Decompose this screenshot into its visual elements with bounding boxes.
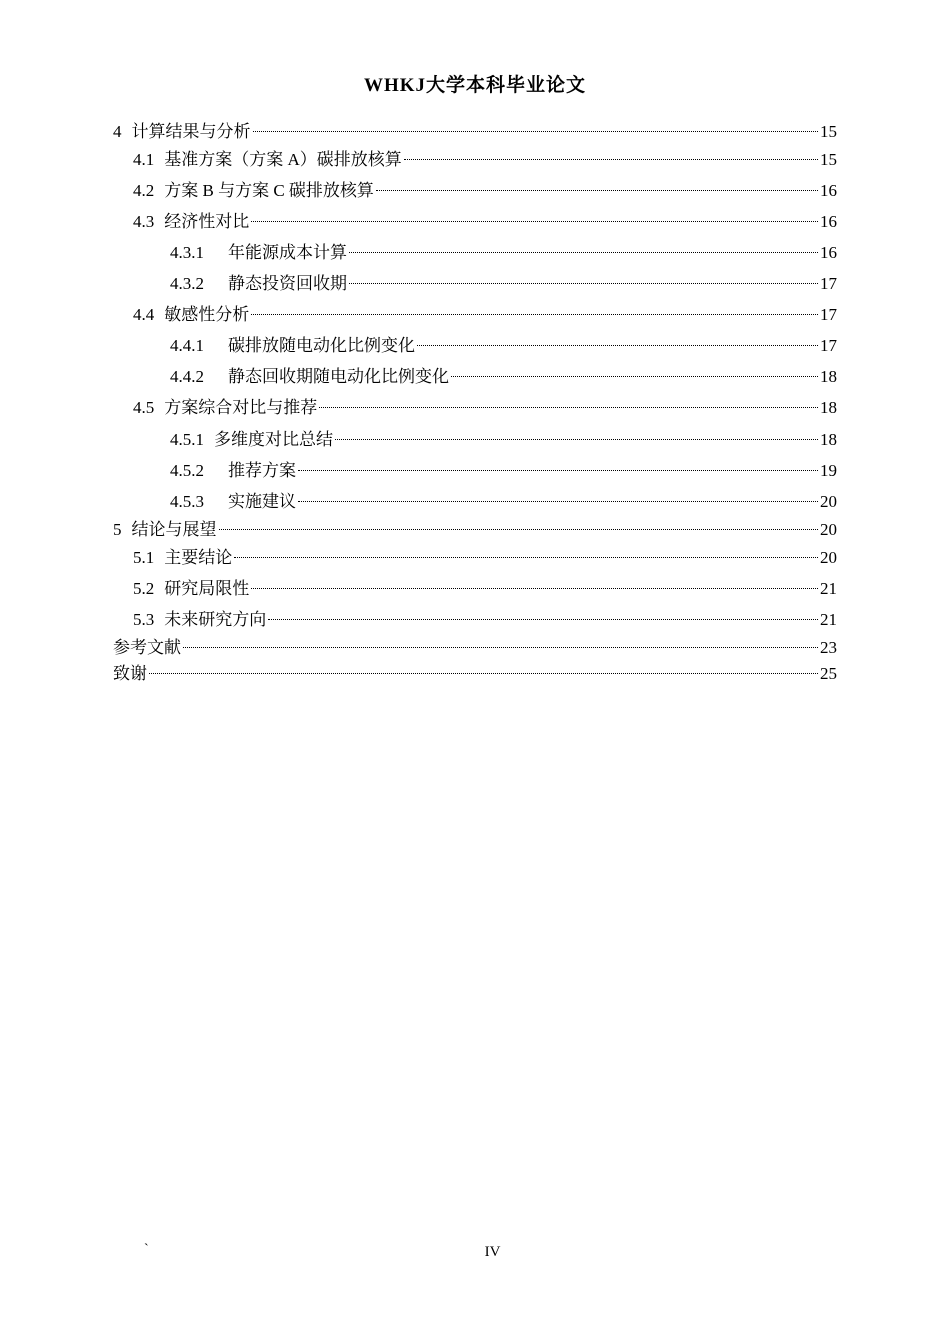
- toc-dot-leader: [234, 541, 818, 563]
- toc-entry-title: 计算结果与分析: [131, 122, 251, 141]
- toc-entry[interactable]: [170, 236, 837, 262]
- toc-dot-leader: [417, 329, 818, 351]
- toc-dot-leader: [268, 603, 818, 625]
- toc-entry-title: 主要结论: [164, 548, 233, 567]
- toc-dot-leader: [251, 572, 818, 594]
- toc-entry-title: 多维度对比总结: [214, 430, 333, 449]
- toc-entry[interactable]: [113, 631, 837, 657]
- header-title: WHKJ大学本科毕业论文: [363, 75, 587, 96]
- toc-entry-page: 18: [820, 367, 837, 386]
- toc-entry-page: 19: [820, 461, 837, 480]
- toc-dot-leader: [183, 631, 818, 653]
- toc-entry[interactable]: [133, 391, 837, 417]
- toc-entry[interactable]: [170, 360, 837, 386]
- toc-entry-page: 20: [820, 492, 837, 511]
- toc-entry[interactable]: [113, 513, 837, 539]
- toc-dot-leader: [335, 423, 818, 445]
- toc-entry-number: 4: [113, 122, 122, 141]
- toc-entry-page: 17: [820, 274, 837, 293]
- toc-entry-page: 16: [820, 212, 837, 231]
- toc-entry[interactable]: [133, 205, 837, 231]
- toc-dot-leader: [253, 115, 819, 137]
- toc-entry-page: 17: [820, 305, 837, 324]
- toc-entry-title: 研究局限性: [164, 579, 250, 598]
- toc-entry-title: 基准方案（方案 A）碳排放核算: [164, 150, 402, 169]
- footer-mark: `: [144, 1242, 149, 1257]
- toc-entry-number: 4.5.1: [170, 430, 204, 449]
- toc-dot-leader: [251, 205, 818, 227]
- toc-entry[interactable]: [170, 485, 837, 511]
- toc-entry-title: 方案综合对比与推荐: [164, 398, 318, 417]
- toc-entry-title: 结论与展望: [131, 520, 217, 539]
- toc-entry-number: 4.2: [133, 181, 155, 200]
- toc-entry-number: 4.3.2: [170, 274, 204, 293]
- toc-entry-page: 20: [820, 548, 837, 567]
- toc-entry-page: 15: [820, 122, 837, 141]
- toc-entry-title: 碳排放随电动化比例变化: [228, 336, 415, 355]
- toc-entry-title: 静态回收期随电动化比例变化: [228, 367, 449, 386]
- toc-entry-title: 方案 B 与方案 C 碳排放核算: [164, 181, 374, 200]
- toc-entry-number: 5.1: [133, 548, 155, 567]
- toc-entry[interactable]: [170, 329, 837, 355]
- toc-entry-page: 15: [820, 150, 837, 169]
- toc-entry-number: 4.1: [133, 150, 155, 169]
- toc-dot-leader: [349, 267, 818, 289]
- toc-dot-leader: [451, 360, 818, 382]
- toc-entry-page: 21: [820, 579, 837, 598]
- toc-dot-leader: [298, 454, 818, 476]
- toc-entry-number: 4.4.2: [170, 367, 204, 386]
- toc-entry-title: 年能源成本计算: [228, 243, 347, 262]
- toc-entry[interactable]: [133, 143, 837, 169]
- toc-entry-number: 4.4: [133, 305, 155, 324]
- toc-entry-title: 经济性对比: [164, 212, 250, 231]
- toc-entry[interactable]: [133, 174, 837, 200]
- toc-entry-page: 17: [820, 336, 837, 355]
- toc-entry-number: 4.4.1: [170, 336, 204, 355]
- toc-entry-number: 4.5.2: [170, 461, 204, 480]
- toc-entry-page: 16: [820, 243, 837, 262]
- toc-dot-leader: [349, 236, 818, 258]
- toc-entry[interactable]: [133, 298, 837, 324]
- toc-entry[interactable]: [170, 267, 837, 293]
- toc-dot-leader: [219, 513, 819, 535]
- toc-entry-page: 18: [820, 430, 837, 449]
- toc-entry[interactable]: [113, 115, 837, 141]
- toc-entry[interactable]: [113, 657, 837, 683]
- toc-entry-page: 16: [820, 181, 837, 200]
- toc-entry-title: 参考文献: [113, 638, 181, 657]
- toc-dot-leader: [319, 391, 818, 413]
- toc-dot-leader: [251, 298, 818, 320]
- toc-entry[interactable]: [133, 572, 837, 598]
- toc-entry[interactable]: [133, 603, 837, 629]
- toc-entry-number: 4.3: [133, 212, 155, 231]
- toc-dot-leader: [149, 657, 818, 679]
- toc-entry-page: 21: [820, 610, 837, 629]
- toc-entry[interactable]: [133, 541, 837, 567]
- toc-entry-title: 致谢: [113, 664, 147, 683]
- toc-dot-leader: [376, 174, 818, 196]
- toc-entry-title: 敏感性分析: [164, 305, 250, 324]
- toc-entry-page: 18: [820, 398, 837, 417]
- toc-entry-number: 5.2: [133, 579, 155, 598]
- page-number: IV: [484, 1244, 501, 1260]
- toc-dot-leader: [404, 143, 818, 165]
- toc-entry[interactable]: [170, 423, 837, 449]
- toc-entry-title: 未来研究方向: [164, 610, 267, 629]
- toc-dot-leader: [298, 485, 818, 507]
- toc-entry-page: 25: [820, 664, 837, 683]
- toc-entry-title: 静态投资回收期: [228, 274, 347, 293]
- toc-entry-number: 5.3: [133, 610, 155, 629]
- toc-entry-title: 推荐方案: [228, 461, 296, 480]
- toc-entry-number: 4.3.1: [170, 243, 204, 262]
- toc-entry-page: 23: [820, 638, 837, 657]
- toc-entry-number: 4.5.3: [170, 492, 204, 511]
- toc-entry-page: 20: [820, 520, 837, 539]
- toc-entry-number: 5: [113, 520, 122, 539]
- toc-entry-number: 4.5: [133, 398, 155, 417]
- toc-entry[interactable]: [170, 454, 837, 480]
- toc-entry-title: 实施建议: [228, 492, 296, 511]
